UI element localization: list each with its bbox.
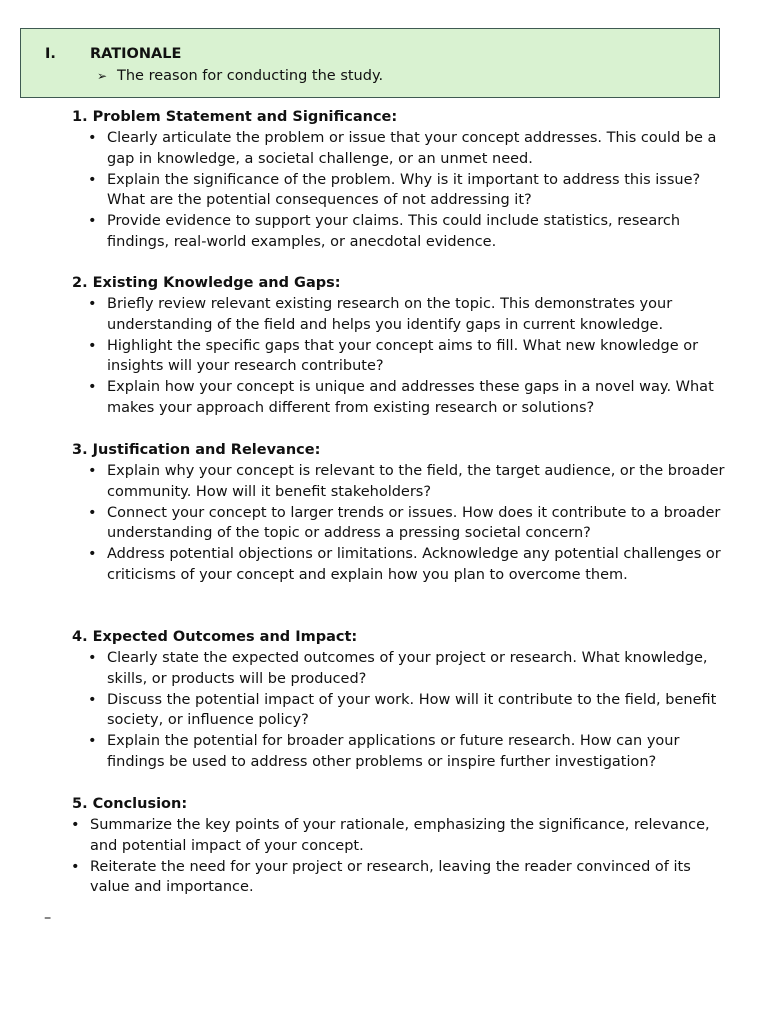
- list-item: • Address potential objections or limitations. Acknowledge any potential challenges or criticisms of your concept and explain how you plan to overcome them.: [72, 544, 732, 586]
- section-justification: [72, 440, 732, 586]
- section-title: 4. Expected Outcomes and Impact:: [72, 629, 358, 645]
- bullet-list: [72, 648, 732, 773]
- list-item: • Discuss the potential impact of your work. How will it contribute to the field, benefit society, or influence policy?: [72, 690, 732, 732]
- section-title: 2. Existing Knowledge and Gaps:: [72, 275, 341, 291]
- list-item: • Clearly articulate the problem or issue that your concept addresses. This could be a gap in knowledge, a societal challenge, or an unmet need.: [72, 128, 732, 170]
- list-item: • Provide evidence to support your claims. This could include statistics, research findings, real-world examples, or anecdotal evidence.: [72, 211, 732, 253]
- list-item: • Explain how your concept is unique and addresses these gaps in a novel way. What makes your approach different from existing research or solutions?: [72, 377, 732, 419]
- list-item: • Explain why your concept is relevant to the field, the target audience, or the broader community. How will it benefit stakeholders?: [72, 461, 732, 503]
- bullet-list: [55, 815, 732, 898]
- rationale-header-box: [20, 28, 720, 98]
- section-problem-statement: [72, 107, 732, 253]
- section-expected-outcomes: [72, 627, 732, 773]
- bullet-list: [72, 294, 732, 419]
- list-item: • Connect your concept to larger trends or issues. How does it contribute to a broader understanding of the topic or address a pressing societal concern?: [72, 503, 732, 545]
- list-item: • Briefly review relevant existing research on the topic. This demonstrates your understanding of the field and helps you identify gaps in current knowledge.: [72, 294, 732, 336]
- list-item: • Highlight the specific gaps that your concept aims to fill. What new knowledge or insights will your research contribute?: [72, 336, 732, 378]
- section-conclusion: [72, 794, 732, 898]
- section-roman-numeral: I.: [45, 46, 56, 62]
- list-item: • Reiterate the need for your project or research, leaving the reader convinced of its value and importance.: [55, 857, 732, 899]
- section-title: 5. Conclusion:: [72, 796, 188, 812]
- bullet-list: [72, 128, 732, 253]
- footer-dash-mark: –: [44, 910, 52, 926]
- list-item: • Summarize the key points of your rationale, emphasizing the significance, relevance, and potential impact of your concept.: [55, 815, 732, 857]
- rationale-heading: RATIONALE: [90, 46, 182, 62]
- bullet-list: [72, 461, 732, 586]
- list-item: • Explain the potential for broader applications or future research. How can your findings be used to address other problems or inspire further investigation?: [72, 731, 732, 773]
- arrow-bullet-icon: ➢: [97, 69, 108, 83]
- section-title: 3. Justification and Relevance:: [72, 442, 321, 458]
- section-title: 1. Problem Statement and Significance:: [72, 109, 398, 125]
- list-item: • Explain the significance of the problem. Why is it important to address this issue? What are the potential consequences of not addressing it?: [72, 170, 732, 212]
- section-existing-knowledge: [72, 273, 732, 419]
- rationale-subtitle: The reason for conducting the study.: [117, 68, 384, 84]
- list-item: • Clearly state the expected outcomes of your project or research. What knowledge, skills, or products will be produced?: [72, 648, 732, 690]
